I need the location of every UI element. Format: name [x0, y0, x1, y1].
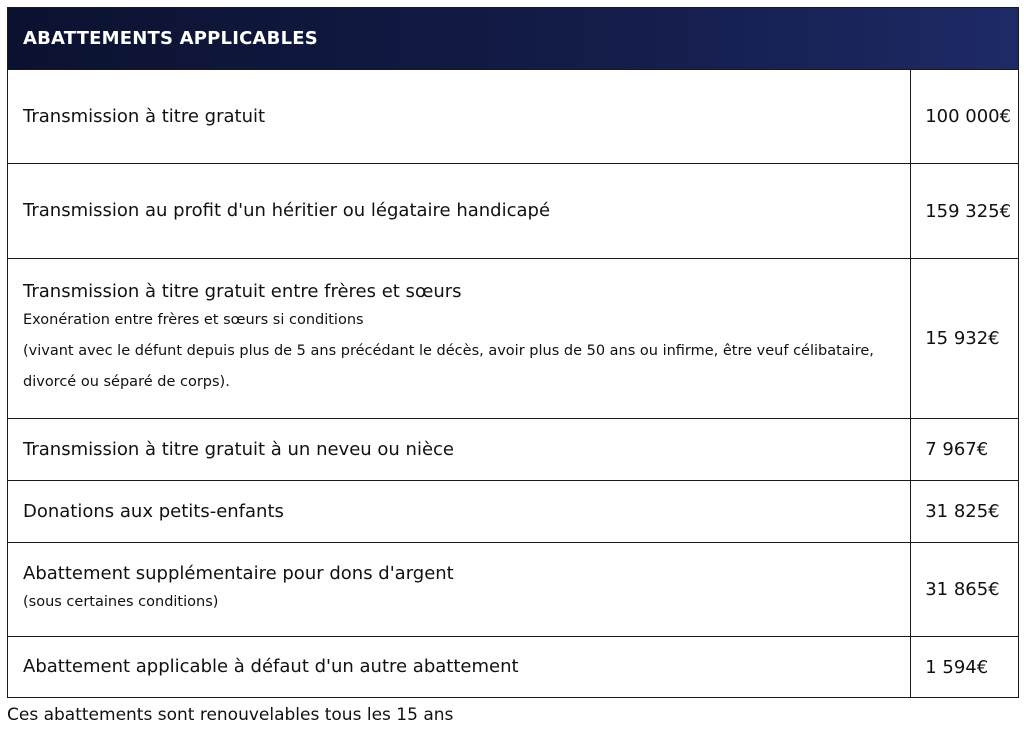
row-label: Abattement applicable à défaut d'un autre abattement	[23, 656, 519, 677]
allowances-table	[7, 7, 1019, 698]
table-row	[8, 258, 1018, 418]
table-row	[8, 480, 1018, 542]
row-amount: 100 000€	[910, 70, 1018, 163]
row-label-cell	[8, 164, 910, 258]
table-row	[8, 69, 1018, 163]
row-label-cell	[8, 481, 910, 542]
table-row	[8, 418, 1018, 480]
row-amount: 159 325€	[910, 164, 1018, 258]
row-label-cell	[8, 543, 910, 636]
row-label: Transmission à titre gratuit à un neveu ou nièce	[23, 438, 454, 460]
row-note: Exonération entre frères et sœurs si conditions	[23, 312, 364, 328]
table-header	[8, 8, 1018, 69]
row-label: Transmission à titre gratuit	[23, 105, 266, 127]
row-amount: 7 967€	[910, 419, 1018, 480]
row-label-cell	[8, 637, 910, 697]
table-row	[8, 542, 1018, 636]
row-note-detail: (vivant avec le défunt depuis plus de 5 ans précédant le décès, avoir plus de 50 ans ou infirme, être veuf célibataire, divorcé ou séparé de corps).	[23, 343, 874, 390]
row-label-cell	[8, 259, 910, 418]
row-label-cell	[8, 419, 910, 480]
row-amount: 15 932€	[910, 259, 1018, 418]
row-label: Transmission au profit d'un héritier ou légataire handicapé	[23, 200, 551, 221]
row-label: Transmission à titre gratuit entre frères et sœurs	[23, 281, 462, 302]
table-row	[8, 636, 1018, 697]
row-note: (sous certaines conditions)	[23, 594, 219, 610]
row-amount: 31 865€	[910, 543, 1018, 636]
row-label: Abattement supplémentaire pour dons d'argent	[23, 563, 454, 584]
row-label-cell	[8, 70, 910, 163]
row-label: Donations aux petits-enfants	[23, 500, 284, 522]
table-title: ABATTEMENTS APPLICABLES	[23, 28, 318, 49]
row-amount: 31 825€	[910, 481, 1018, 542]
renewal-note: Ces abattements sont renouvelables tous les 15 ans	[7, 705, 454, 725]
row-amount: 1 594€	[910, 637, 1018, 697]
table-row	[8, 163, 1018, 258]
